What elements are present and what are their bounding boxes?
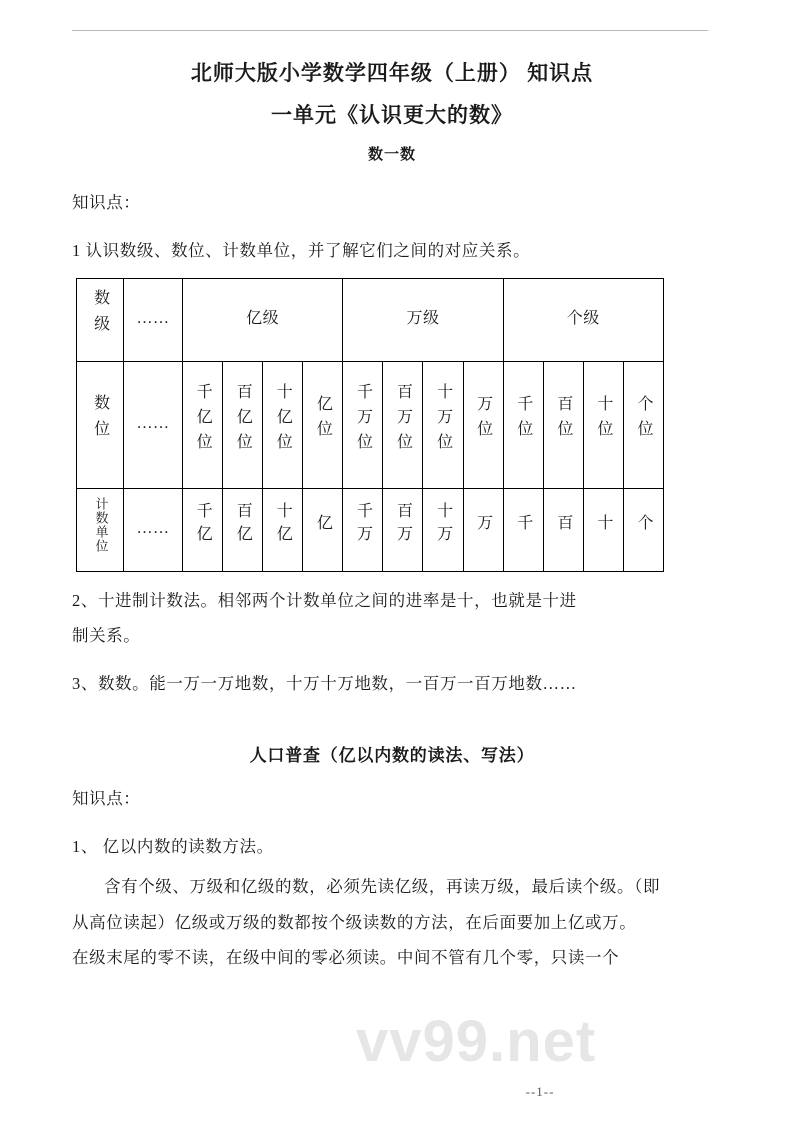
count-unit-10: 十 [583, 488, 623, 571]
section-subtitle: 数一数 [367, 147, 416, 163]
digit-pos-6: 十万位 [423, 361, 463, 488]
dots-cell-1: …… [124, 278, 183, 361]
count-unit-1: 百亿 [223, 488, 263, 571]
point-2-line-2: 制关系。 [72, 626, 141, 646]
count-unit-3: 亿 [303, 488, 343, 571]
count-unit-7: 万 [463, 488, 503, 571]
count-unit-4: 千万 [343, 488, 383, 571]
table-row [77, 488, 664, 571]
digit-pos-7: 万位 [463, 361, 503, 488]
count-unit-0: 千亿 [183, 488, 223, 571]
table-row [77, 361, 664, 488]
dots-cell-3: …… [124, 488, 183, 571]
digit-pos-5: 百万位 [383, 361, 423, 488]
header-rule [72, 30, 708, 31]
row-label-shuji: 数级 [77, 278, 124, 361]
group-geji: 个级 [503, 278, 663, 361]
section-2-heading: 人口普查（亿以内数的读法、写法） [249, 746, 535, 766]
count-unit-2: 十亿 [263, 488, 303, 571]
row-label-shuwei: 数位 [77, 361, 124, 488]
row-label-jishudanwei: 计数单位 [77, 488, 124, 571]
section-2-item-1: 1、 亿以内数的读数方法。 [72, 836, 274, 856]
digit-pos-3: 亿位 [303, 361, 343, 488]
digit-pos-11: 个位 [623, 361, 663, 488]
point-3: 3、数数。能一万一万地数，十万十万地数，一百万一百万地数…… [72, 674, 577, 694]
section-2-knowledge-label: 知识点： [72, 789, 141, 809]
digit-pos-10: 十位 [583, 361, 623, 488]
digit-pos-8: 千位 [503, 361, 543, 488]
section-2-para-2-line-1: 在级末尾的零不读，在级中间的零必须读。中间不管有几个零，只读一个 [72, 948, 620, 968]
digit-pos-2: 十亿位 [263, 361, 303, 488]
page-content [72, 30, 712, 981]
section-2-para-1-line-2: 从高位读起）亿级或万级的数都按个级读数的方法，在后面要加上亿或万。 [72, 912, 637, 932]
point-1: 1 认识数级、数位、计数单位，并了解它们之间的对应关系。 [72, 240, 531, 260]
digit-position-table [76, 278, 664, 572]
digit-pos-4: 千万位 [343, 361, 383, 488]
digit-pos-1: 百亿位 [223, 361, 263, 488]
point-2-line-1: 2、十进制计数法。相邻两个计数单位之间的进率是十，也就是十进 [72, 590, 577, 610]
group-wanji: 万级 [343, 278, 503, 361]
page-title: 北师大版小学数学四年级（上册） 知识点 [190, 61, 594, 85]
count-unit-8: 千 [503, 488, 543, 571]
page-footer [0, 1084, 800, 1100]
unit-title: 一单元《认识更大的数》 [271, 103, 513, 127]
group-yiji: 亿级 [183, 278, 343, 361]
section-2-para-1-line-1: 含有个级、万级和亿级的数，必须先读亿级，再读万级，最后读个级。（即 [104, 876, 661, 896]
count-unit-6: 十万 [423, 488, 463, 571]
count-unit-5: 百万 [383, 488, 423, 571]
table-row [77, 278, 664, 361]
count-unit-11: 个 [623, 488, 663, 571]
dots-cell-2: …… [124, 361, 183, 488]
digit-pos-9: 百位 [543, 361, 583, 488]
knowledge-label: 知识点： [72, 193, 141, 212]
watermark: vv99.net [356, 1009, 597, 1074]
page-number: --1-- [525, 1084, 555, 1099]
digit-pos-0: 千亿位 [183, 361, 223, 488]
count-unit-9: 百 [543, 488, 583, 571]
